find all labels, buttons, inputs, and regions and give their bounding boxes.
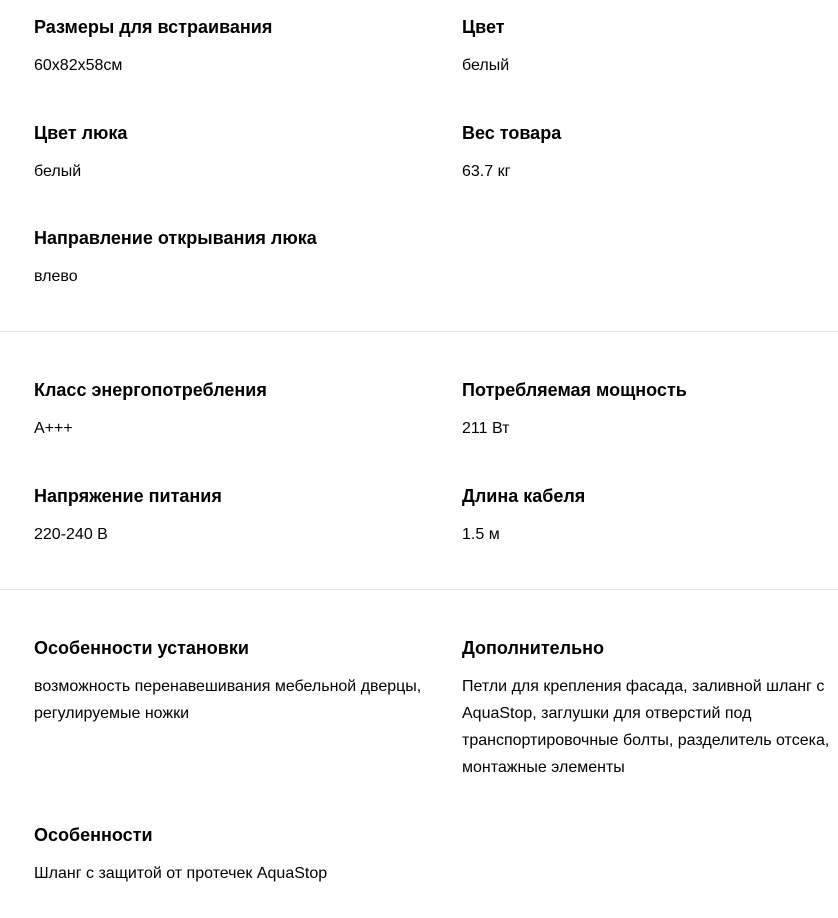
spec-item-color xyxy=(462,15,838,79)
spec-label: Вес товара xyxy=(462,123,562,143)
spec-value: 63.7 кг xyxy=(462,163,511,180)
spec-label: Особенности установки xyxy=(34,638,249,658)
spec-value: A+++ xyxy=(34,420,73,437)
section-divider xyxy=(0,331,838,332)
spec-value: 60x82x58см xyxy=(34,57,123,74)
spec-label: Потребляемая мощность xyxy=(462,380,687,400)
section-divider xyxy=(0,589,838,590)
spec-value: 1.5 м xyxy=(462,526,500,543)
spec-item-additional xyxy=(462,636,834,781)
spec-value: белый xyxy=(34,163,82,180)
spec-label: Дополнительно xyxy=(462,638,605,658)
spec-value: Шланг с защитой от протечек AquaStop xyxy=(34,865,328,882)
spec-item-built-in-dimensions xyxy=(34,15,434,79)
spec-value: 211 Вт xyxy=(462,420,510,437)
spec-item-power-consumption xyxy=(462,378,838,442)
spec-item-door-opening-direction xyxy=(34,226,434,290)
spec-value: влево xyxy=(34,268,78,285)
spec-item-cable-length xyxy=(462,484,838,548)
spec-label: Класс энергопотребления xyxy=(34,380,267,400)
spec-item-door-color xyxy=(34,121,434,185)
spec-label: Цвет xyxy=(462,17,505,37)
spec-item-energy-class xyxy=(34,378,434,442)
spec-label: Особенности xyxy=(34,825,153,845)
spec-item-voltage xyxy=(34,484,434,548)
spec-label: Цвет люка xyxy=(34,123,128,143)
spec-value: 220-240 В xyxy=(34,526,108,543)
spec-label: Напряжение питания xyxy=(34,486,222,506)
spec-label: Длина кабеля xyxy=(462,486,586,506)
spec-item-installation-features xyxy=(34,636,429,727)
spec-label: Размеры для встраивания xyxy=(34,17,273,37)
spec-value: белый xyxy=(462,57,510,74)
spec-value: Петли для крепления фасада, заливной шланг с AquaStop, заглушки для отверстий под транспортировочные болты, разделитель отсека, монтажные элементы xyxy=(462,678,830,776)
spec-value: возможность перенавешивания мебельной дверцы, регулируемые ножки xyxy=(34,678,422,722)
spec-item-features xyxy=(34,823,434,887)
spec-item-weight xyxy=(462,121,838,185)
spec-label: Направление открывания люка xyxy=(34,228,317,248)
